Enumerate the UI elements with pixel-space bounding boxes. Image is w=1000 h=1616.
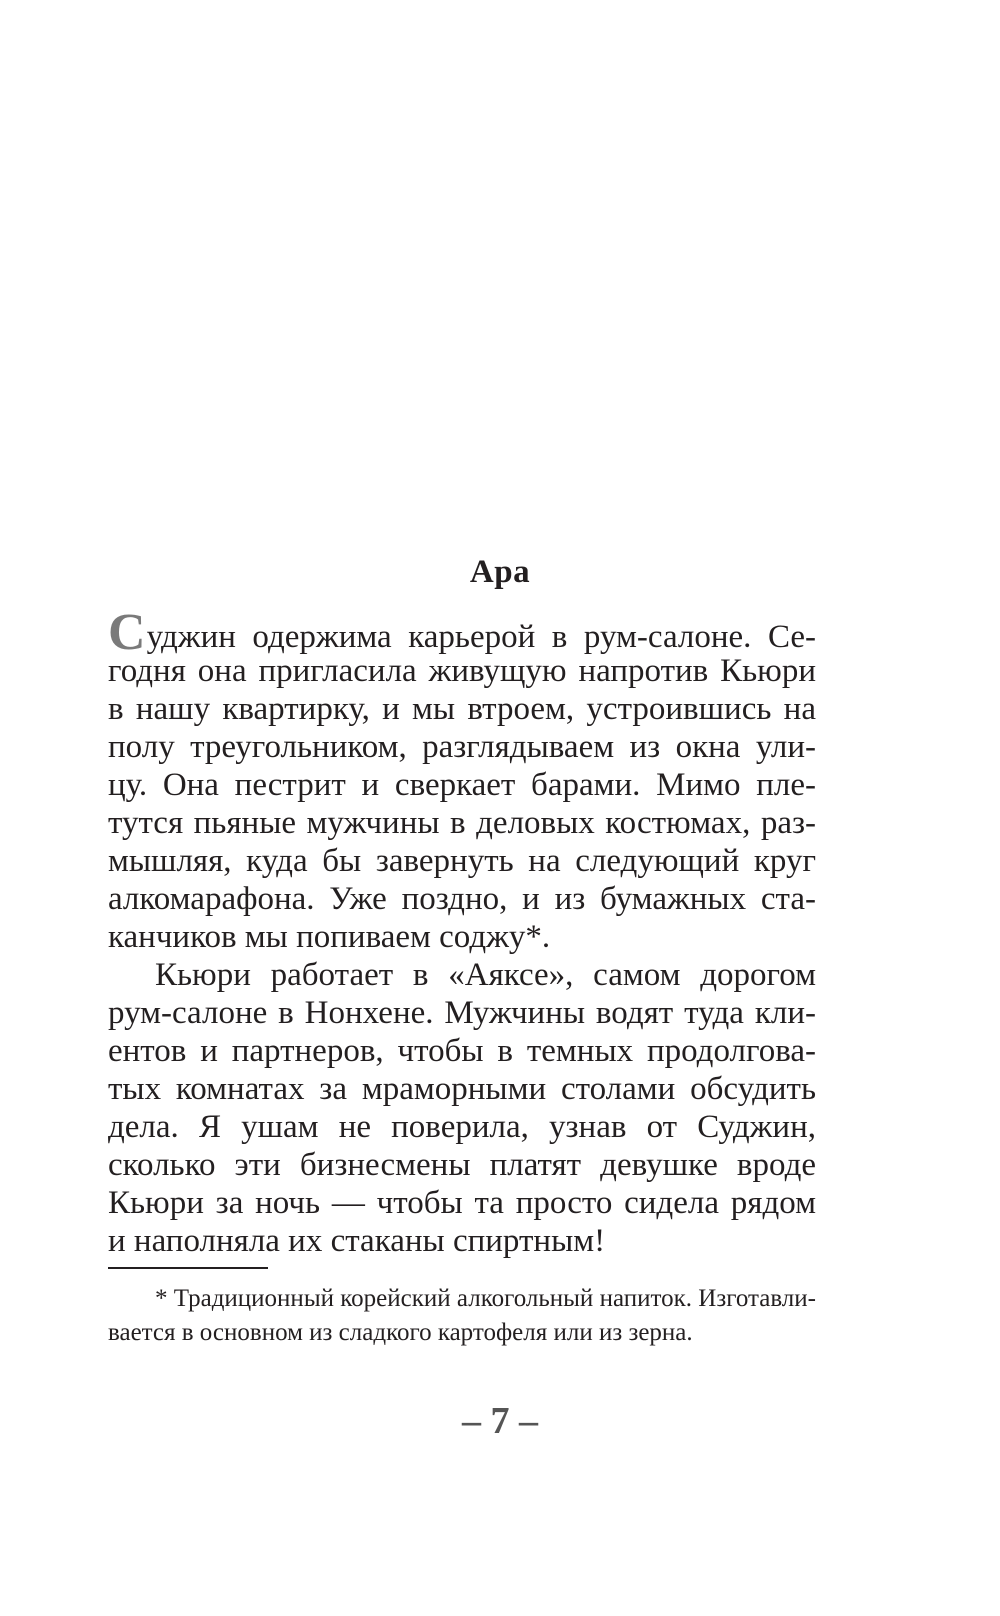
body-line: ентов и партнеров, чтобы в темных продолгова- (108, 1033, 816, 1069)
body-line: мышляя, куда бы завернуть на следующий круг (108, 843, 816, 879)
body-line: полу треугольником, разглядываем из окна ули- (108, 729, 816, 765)
page-number: – 7 – (462, 1400, 538, 1442)
body-line: в нашу квартирку, и мы втроем, устроившись на (108, 691, 816, 727)
body-line: тутся пьяные мужчины в деловых костюмах, раз- (108, 805, 816, 841)
paragraph-1-line-1 (108, 604, 816, 661)
paragraph-2-line-1: Кьюри работает в «Аяксе», самом дорогом (155, 957, 816, 993)
footnote-line: * Традиционный корейский алкогольный напиток. Изготавли- (155, 1285, 816, 1312)
body-line: цу. Она пестрит и сверкает барами. Мимо пле- (108, 767, 816, 803)
footnote-divider (108, 1267, 268, 1269)
body-line: уджин одержима карьерой в рум-салоне. Се- (146, 619, 816, 655)
body-line: тых комнатах за мраморными столами обсудить (108, 1071, 816, 1107)
footnote-line: вается в основном из сладкого картофеля или из зерна. (108, 1319, 693, 1346)
body-line: канчиков мы попиваем соджу*. (108, 919, 551, 955)
body-line: алкомарафона. Уже поздно, и из бумажных ста- (108, 881, 816, 917)
body-line: дела. Я ушам не поверила, узнав от Суджин, (108, 1109, 816, 1145)
body-line: годня она пригласила живущую напротив Кьюри (108, 653, 816, 689)
body-line: сколько эти бизнесмены платят девушке вроде (108, 1147, 816, 1183)
body-line: рум-салоне в Нонхене. Мужчины водят туда кли- (108, 995, 816, 1031)
body-line: и наполняла их стаканы спиртным! (108, 1223, 606, 1259)
chapter-title: Ара (469, 554, 531, 590)
body-line: Кьюри за ночь — чтобы та просто сидела рядом (108, 1185, 816, 1221)
drop-cap: С (108, 604, 146, 661)
